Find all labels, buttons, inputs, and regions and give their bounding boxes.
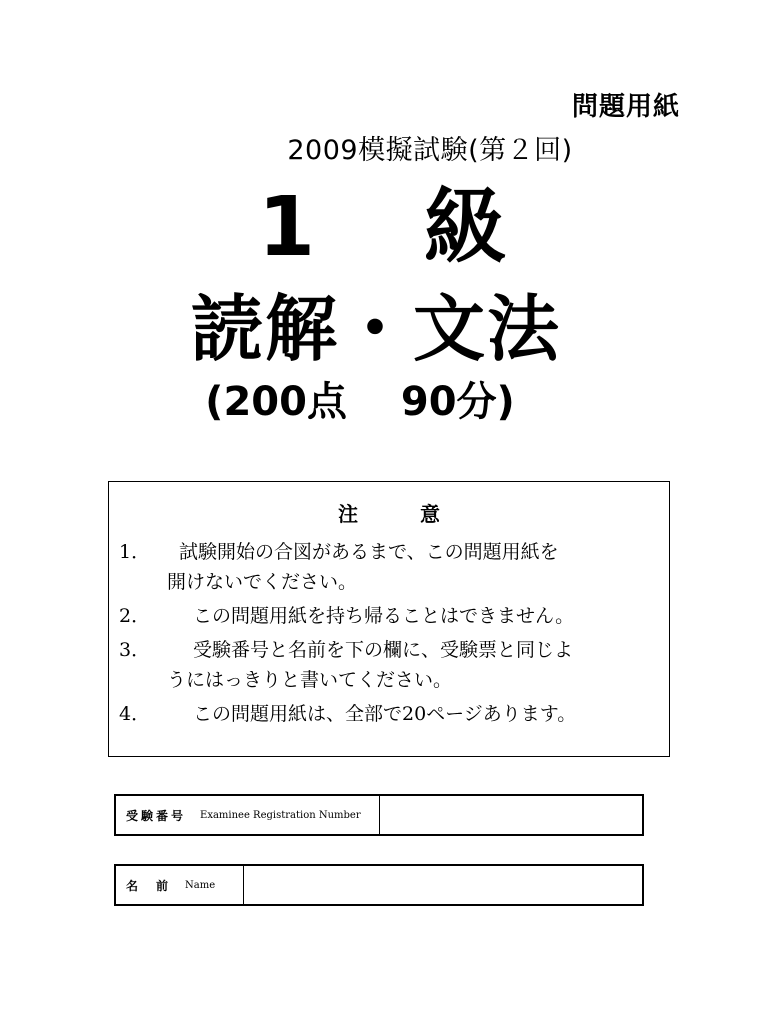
notice-item-line: うにはっきりと書いてください。 [167,669,453,691]
name-label-en: Name [185,879,216,891]
notice-item [119,635,659,695]
name-row [114,864,644,906]
notice-item [119,699,659,729]
points-and-time: (200点 90分) [205,379,515,425]
notice-heading-right: 意 [420,502,440,526]
registration-label-ja: 受験番号 [126,808,187,823]
notice-item-text [167,537,559,597]
notice-item-line: この問題用紙を持ち帰ることはできません。 [193,605,575,627]
notice-item [119,601,659,631]
registration-number-row [114,794,644,836]
level-number: 1 [258,180,316,275]
level-heading [0,178,768,278]
notice-item-text [179,601,574,631]
notice-list [119,537,659,733]
notice-item-line: 開けないでください。 [167,571,358,593]
level-kanji: 級 [424,180,507,275]
notice-heading [109,500,669,528]
notice-item-text [167,635,574,695]
notice-item [119,537,659,597]
notice-box [108,481,670,757]
notice-item-line: 試験開始の合図があるまで、この問題用紙を [179,541,559,563]
subject-title: 読解・文法 [190,287,561,371]
name-label-ja: 名 前 [126,878,172,893]
registration-number-label [116,796,380,834]
notice-item-number: 3． [119,639,151,661]
registration-label-en: Examinee Registration Number [200,809,361,821]
name-input[interactable] [244,866,642,904]
notice-item-text [179,699,576,729]
corner-label: 問題用紙 [571,92,680,122]
notice-item-line: この問題用紙は、全部で20ページあります。 [193,703,577,725]
notice-item-number: 4． [119,703,151,725]
exam-title: 2009模擬試験(第２回) [287,135,573,166]
registration-number-input[interactable] [380,796,642,834]
name-label [116,866,244,904]
notice-item-number: 1． [119,541,151,563]
notice-item-line: 受験番号と名前を下の欄に、受験票と同じよ [193,639,574,661]
notice-item-number: 2． [119,605,151,627]
notice-heading-left: 注 [338,502,358,526]
